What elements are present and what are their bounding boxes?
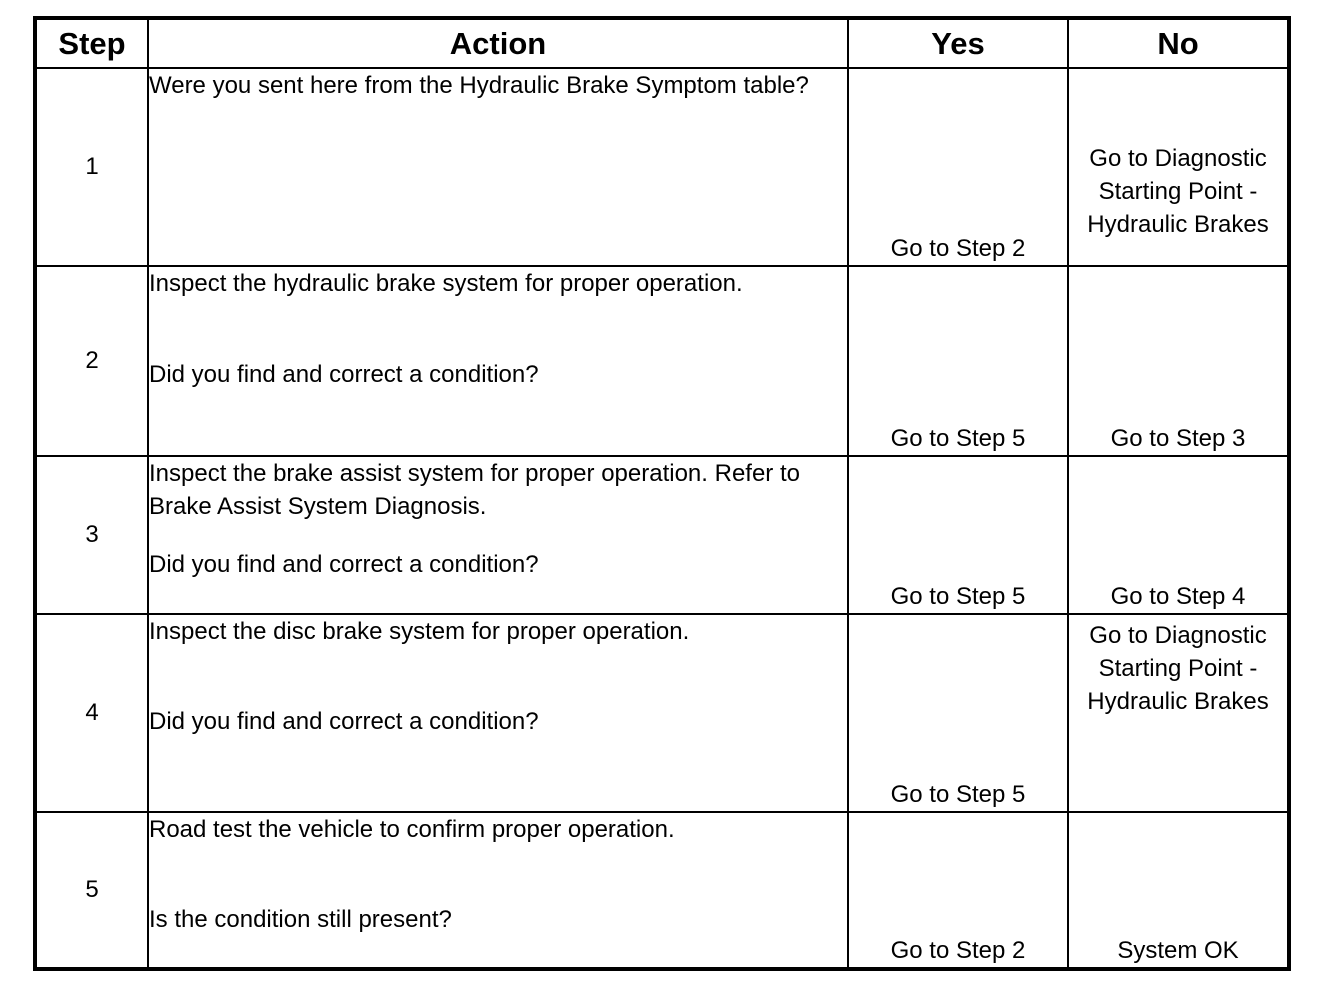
- action-text: Road test the vehicle to confirm proper operation.: [149, 816, 675, 843]
- yes-result: Go to Step 5: [848, 266, 1068, 456]
- step-number: 3: [35, 456, 148, 614]
- table-row: [35, 614, 1289, 812]
- table-row: [35, 266, 1289, 456]
- action-question: Did you find and correct a condition?: [149, 551, 539, 578]
- table-row: [35, 812, 1289, 969]
- action-cell: [148, 68, 848, 266]
- action-text: Inspect the brake assist system for proper operation. Refer to Brake Assist System Diagnosis.: [149, 460, 800, 520]
- action-question: Did you find and correct a condition?: [149, 708, 539, 735]
- action-question: Did you find and correct a condition?: [149, 361, 539, 388]
- action-text: Were you sent here from the Hydraulic Brake Symptom table?: [149, 72, 809, 99]
- header-yes: Yes: [848, 18, 1068, 68]
- step-number: 1: [35, 68, 148, 266]
- no-result: [1068, 68, 1289, 266]
- yes-result: Go to Step 2: [848, 68, 1068, 266]
- yes-result: Go to Step 5: [848, 614, 1068, 812]
- header-action: Action: [148, 18, 848, 68]
- no-result-text: Go to Diagnostic Starting Point - Hydraulic Brakes: [1087, 145, 1269, 238]
- table-row: [35, 68, 1289, 266]
- action-question: Is the condition still present?: [149, 906, 452, 933]
- step-number: 5: [35, 812, 148, 969]
- action-cell: [148, 812, 848, 969]
- step-number: 2: [35, 266, 148, 456]
- no-result: Go to Step 3: [1068, 266, 1289, 456]
- header-step: Step: [35, 18, 148, 68]
- action-cell: [148, 456, 848, 614]
- no-result: [1068, 614, 1289, 812]
- no-result-text: Go to Diagnostic Starting Point - Hydraulic Brakes: [1087, 622, 1269, 715]
- action-text: Inspect the hydraulic brake system for proper operation.: [149, 270, 743, 297]
- action-cell: [148, 614, 848, 812]
- action-cell: [148, 266, 848, 456]
- action-text: Inspect the disc brake system for proper operation.: [149, 618, 690, 645]
- yes-result: Go to Step 2: [848, 812, 1068, 969]
- diagnostic-table: [33, 16, 1291, 971]
- header-no: No: [1068, 18, 1289, 68]
- yes-result: Go to Step 5: [848, 456, 1068, 614]
- no-result: System OK: [1068, 812, 1289, 969]
- no-result: Go to Step 4: [1068, 456, 1289, 614]
- step-number: 4: [35, 614, 148, 812]
- table-row: [35, 456, 1289, 614]
- header-row: [35, 18, 1289, 68]
